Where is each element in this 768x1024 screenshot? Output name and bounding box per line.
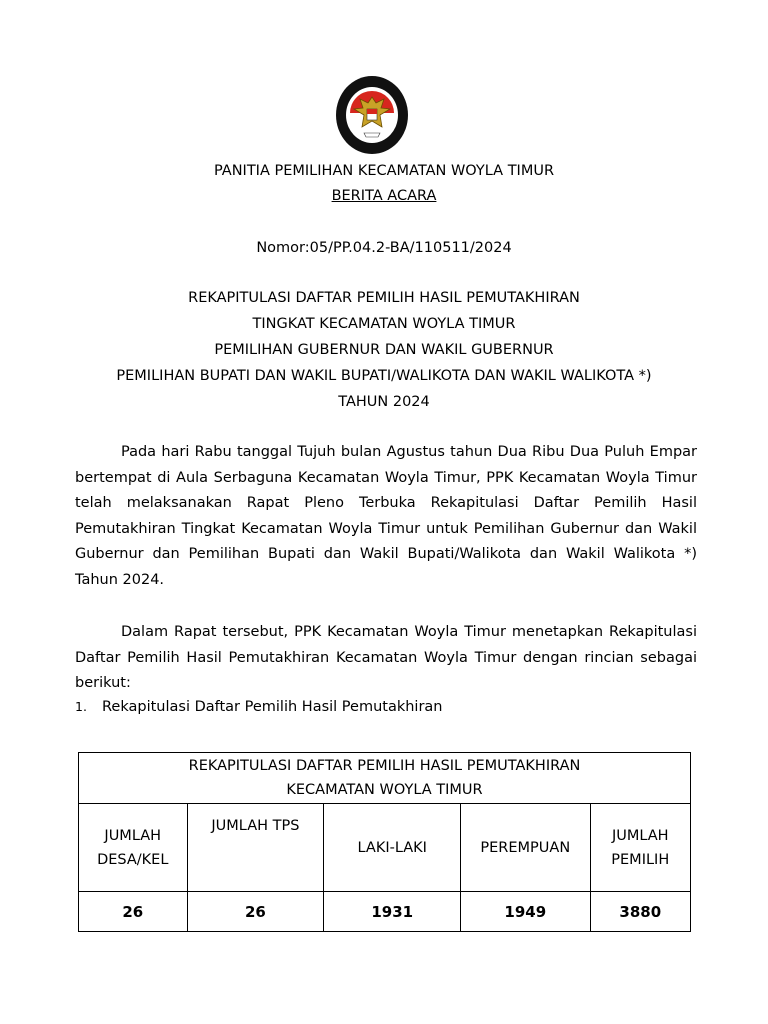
doc-number: Nomor:05/PP.04.2-BA/110511/2024 [256, 240, 512, 256]
paragraph-text: Dalam Rapat tersebut, PPK Kecamatan Woyla Timur menetapkan Rekapitulasi Daftar Pemilih Hasil Pemutakhiran Kecamatan Woyla Timur dengan rincian sebagai berikut: [75, 624, 697, 692]
list-number: 1. [75, 699, 87, 714]
column-header-line: JUMLAH TPS [211, 818, 300, 834]
title-line: TAHUN 2024 [338, 394, 430, 410]
list-item [75, 699, 442, 715]
value-jumlah-pemilih: 3880 [590, 892, 690, 932]
paragraph-opening [75, 440, 697, 594]
value-tps: 26 [187, 892, 324, 932]
doc-type: BERITA ACARA [331, 188, 437, 204]
kpu-logo [334, 75, 410, 155]
table-title-line: REKAPITULASI DAFTAR PEMILIH HASIL PEMUTAKHIRAN [188, 758, 581, 774]
table-title [79, 753, 691, 804]
rekap-table [78, 752, 691, 932]
title-line: TINGKAT KECAMATAN WOYLA TIMUR [252, 316, 516, 332]
column-header-line: DESA/KEL [97, 851, 169, 868]
title-line: PEMILIHAN BUPATI DAN WAKIL BUPATI/WALIKOTA DAN WAKIL WALIKOTA *) [116, 368, 652, 384]
value-laki-laki: 1931 [324, 892, 461, 932]
kpu-emblem-icon [334, 75, 410, 155]
column-header-line: PEREMPUAN [480, 839, 571, 856]
column-header [187, 804, 324, 892]
table-title-line: KECAMATAN WOYLA TIMUR [286, 782, 483, 798]
table-header-row [79, 804, 691, 892]
column-header [324, 804, 461, 892]
table-row [79, 892, 691, 932]
column-header [79, 804, 188, 892]
org-heading: PANITIA PEMILIHAN KECAMATAN WOYLA TIMUR [213, 163, 555, 179]
value-perempuan: 1949 [461, 892, 590, 932]
list-text: Rekapitulasi Daftar Pemilih Hasil Pemutakhiran [102, 699, 443, 715]
value-desa-kel: 26 [79, 892, 188, 932]
column-header-line: LAKI-LAKI [357, 839, 427, 856]
paragraph-text: Pada hari Rabu tanggal Tujuh bulan Agustus tahun Dua Ribu Dua Puluh Empar bertempat di Aula Serbaguna Kecamatan Woyla Timur, PPK Kecamatan Woyla Timur telah melaksanakan Rapat Pleno Terbuka Rekapitulasi Daftar Pemilih Hasil Pemutakhiran Tingkat Kecamatan Woyla Timur untuk Pemilihan Gubernur dan Wakil Gubernur dan Pemilihan Bupati dan Wakil Bupati/Walikota dan Wakil Walikota *) Tahun 2024. [75, 444, 697, 588]
column-header [590, 804, 690, 892]
doc-type-wrap [0, 188, 768, 204]
column-header [461, 804, 590, 892]
paragraph-decision [75, 620, 697, 697]
column-header-line: PEMILIH [611, 851, 670, 868]
column-header-line: JUMLAH [104, 827, 162, 844]
title-line: REKAPITULASI DAFTAR PEMILIH HASIL PEMUTAKHIRAN [188, 290, 580, 306]
title-line: PEMILIHAN GUBERNUR DAN WAKIL GUBERNUR [214, 342, 554, 358]
column-header-line: JUMLAH [611, 827, 669, 844]
